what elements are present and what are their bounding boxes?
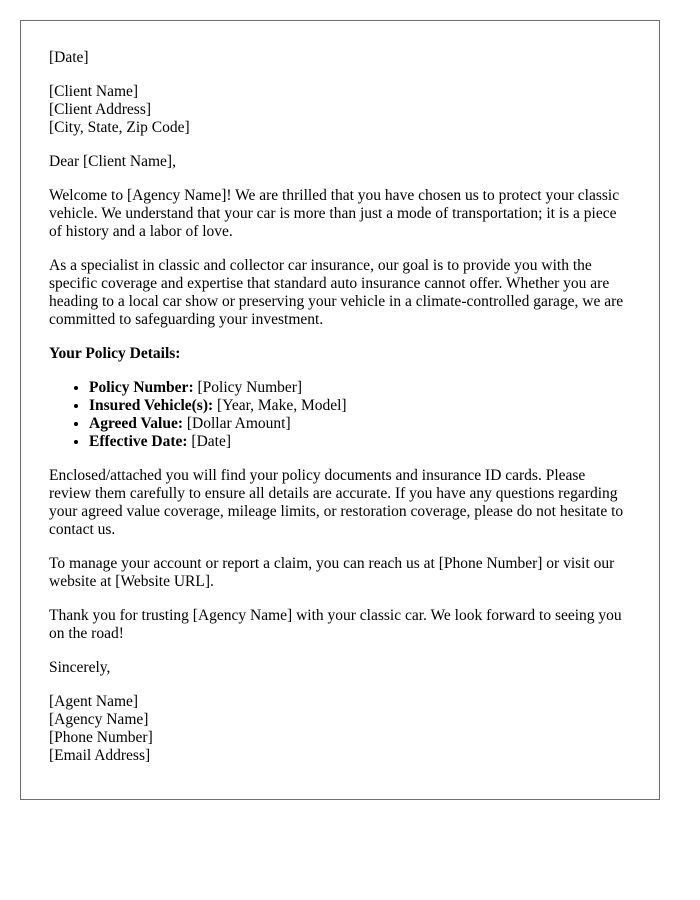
recipient-block xyxy=(49,83,631,137)
client-city-state-zip: [City, State, Zip Code] xyxy=(49,119,190,136)
insured-vehicle-label: Insured Vehicle(s): xyxy=(89,397,214,414)
client-name: [Client Name] xyxy=(49,83,139,100)
policy-number-item xyxy=(89,379,631,397)
manage-account-paragraph: To manage your account or report a claim, you can reach us at [Phone Number] or visit our website at [Website URL]. xyxy=(49,555,615,590)
agent-name: [Agent Name] xyxy=(49,693,139,710)
letter xyxy=(20,20,660,800)
agency-name: [Agency Name] xyxy=(49,711,149,728)
agency-phone: [Phone Number] xyxy=(49,729,153,746)
policy-number-value: [Policy Number] xyxy=(193,379,303,396)
insured-vehicle-value: [Year, Make, Model] xyxy=(213,397,347,414)
specialist-paragraph: As a specialist in classic and collector car insurance, our goal is to provide you with the specific coverage and expertise that standard auto insurance cannot offer. Whether you are heading to a local car show or preserving your vehicle in a climate-controlled garage, we are committed to safeguarding your investment. xyxy=(49,257,624,328)
effective-date-label: Effective Date: xyxy=(89,433,188,450)
insured-vehicle-item xyxy=(89,397,631,415)
agreed-value-value: [Dollar Amount] xyxy=(183,415,291,432)
policy-details-list xyxy=(49,379,631,451)
policy-details-heading: Your Policy Details: xyxy=(49,345,181,362)
agency-email: [Email Address] xyxy=(49,747,151,764)
enclosed-paragraph: Enclosed/attached you will find your policy documents and insurance ID cards. Please review them carefully to ensure all details are accurate. If you have any questions regarding your agreed value coverage, mileage limits, or restoration coverage, please do not hesitate to contact us. xyxy=(49,467,624,538)
signature-block xyxy=(49,693,631,765)
thanks-paragraph: Thank you for trusting [Agency Name] with your classic car. We look forward to seeing you on the road! xyxy=(49,607,622,642)
welcome-paragraph: Welcome to [Agency Name]! We are thrilled that you have chosen us to protect your classic vehicle. We understand that your car is more than just a mode of transportation; it is a piece of history and a labor of love. xyxy=(49,187,620,240)
agreed-value-label: Agreed Value: xyxy=(89,415,184,432)
letter-date: [Date] xyxy=(49,49,89,66)
policy-number-label: Policy Number: xyxy=(89,379,194,396)
client-address: [Client Address] xyxy=(49,101,152,118)
effective-date-value: [Date] xyxy=(187,433,232,450)
agreed-value-item xyxy=(89,415,631,433)
closing: Sincerely, xyxy=(49,659,111,676)
salutation: Dear [Client Name], xyxy=(49,153,176,170)
effective-date-item xyxy=(89,433,631,451)
